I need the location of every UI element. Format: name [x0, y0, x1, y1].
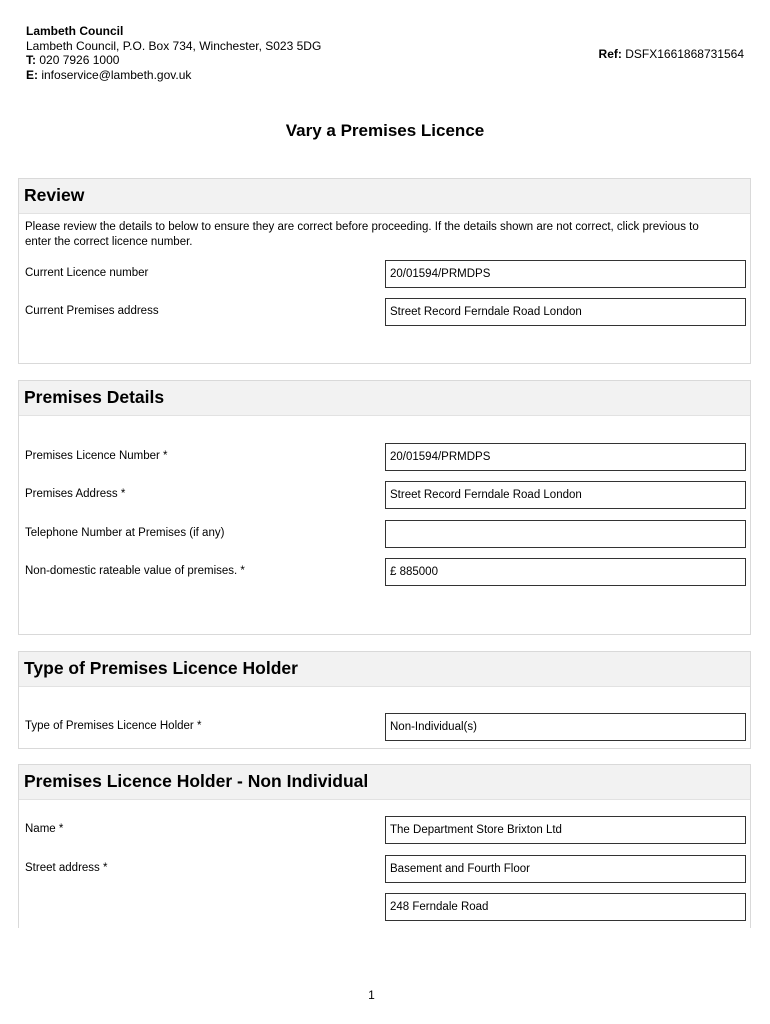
premises-details-heading: Premises Details — [19, 381, 750, 416]
holder-type-heading: Type of Premises Licence Holder — [19, 652, 750, 687]
council-telephone — [26, 53, 321, 68]
reference-label: Ref: — [598, 47, 622, 61]
council-address: Lambeth Council, P.O. Box 734, Winchester, S023 5DG — [26, 38, 322, 53]
council-name: Lambeth Council — [26, 24, 124, 38]
holder-type-label: Type of Premises Licence Holder * — [25, 720, 202, 732]
premises-address-label: Premises Address * — [25, 488, 126, 500]
street-address-line2-field[interactable]: 248 Ferndale Road — [385, 893, 746, 921]
premises-telephone-field[interactable] — [385, 520, 746, 548]
rateable-value-label: Non-domestic rateable value of premises. * — [25, 565, 245, 577]
telephone-label: T: — [26, 53, 36, 67]
page-number: 1 — [368, 988, 375, 1002]
holder-non-individual-section — [18, 764, 751, 928]
reference — [599, 47, 744, 61]
premises-licence-number-label: Premises Licence Number * — [25, 450, 168, 462]
holder-non-individual-heading: Premises Licence Holder - Non Individual — [19, 765, 750, 800]
street-address-line1-field[interactable]: Basement and Fourth Floor — [385, 855, 746, 883]
premises-telephone-label: Telephone Number at Premises (if any) — [25, 527, 225, 539]
holder-type-section — [18, 651, 751, 749]
current-licence-number-field[interactable]: 20/01594/PRMDPS — [385, 260, 746, 288]
review-intro: Please review the details to below to ensure they are correct before proceeding. If the details shown are not correct, click previous to enter the correct licence number. — [25, 221, 699, 248]
current-premises-address-field[interactable]: Street Record Ferndale Road London — [385, 298, 746, 326]
page-title: Vary a Premises Licence — [285, 121, 485, 140]
premises-details-section — [18, 380, 751, 635]
council-email — [26, 68, 321, 83]
premises-address-field[interactable]: Street Record Ferndale Road London — [385, 481, 746, 509]
council-header — [26, 24, 321, 82]
current-licence-number-label: Current Licence number — [25, 267, 149, 279]
holder-name-label: Name * — [25, 823, 64, 835]
review-heading: Review — [19, 179, 750, 214]
street-address-label: Street address * — [25, 862, 108, 874]
email-label: E: — [26, 67, 38, 82]
premises-licence-number-field[interactable]: 20/01594/PRMDPS — [385, 443, 746, 471]
current-premises-address-label: Current Premises address — [25, 305, 159, 317]
holder-type-field[interactable]: Non-Individual(s) — [385, 713, 746, 741]
telephone-value: 020 7926 1000 — [39, 53, 120, 67]
holder-name-field[interactable]: The Department Store Brixton Ltd — [385, 816, 746, 844]
review-section — [18, 178, 751, 364]
rateable-value-field[interactable]: £ 885000 — [385, 558, 746, 586]
reference-value: DSFX1661868731564 — [625, 47, 744, 61]
email-value: infoservice@lambeth.gov.uk — [41, 67, 192, 82]
